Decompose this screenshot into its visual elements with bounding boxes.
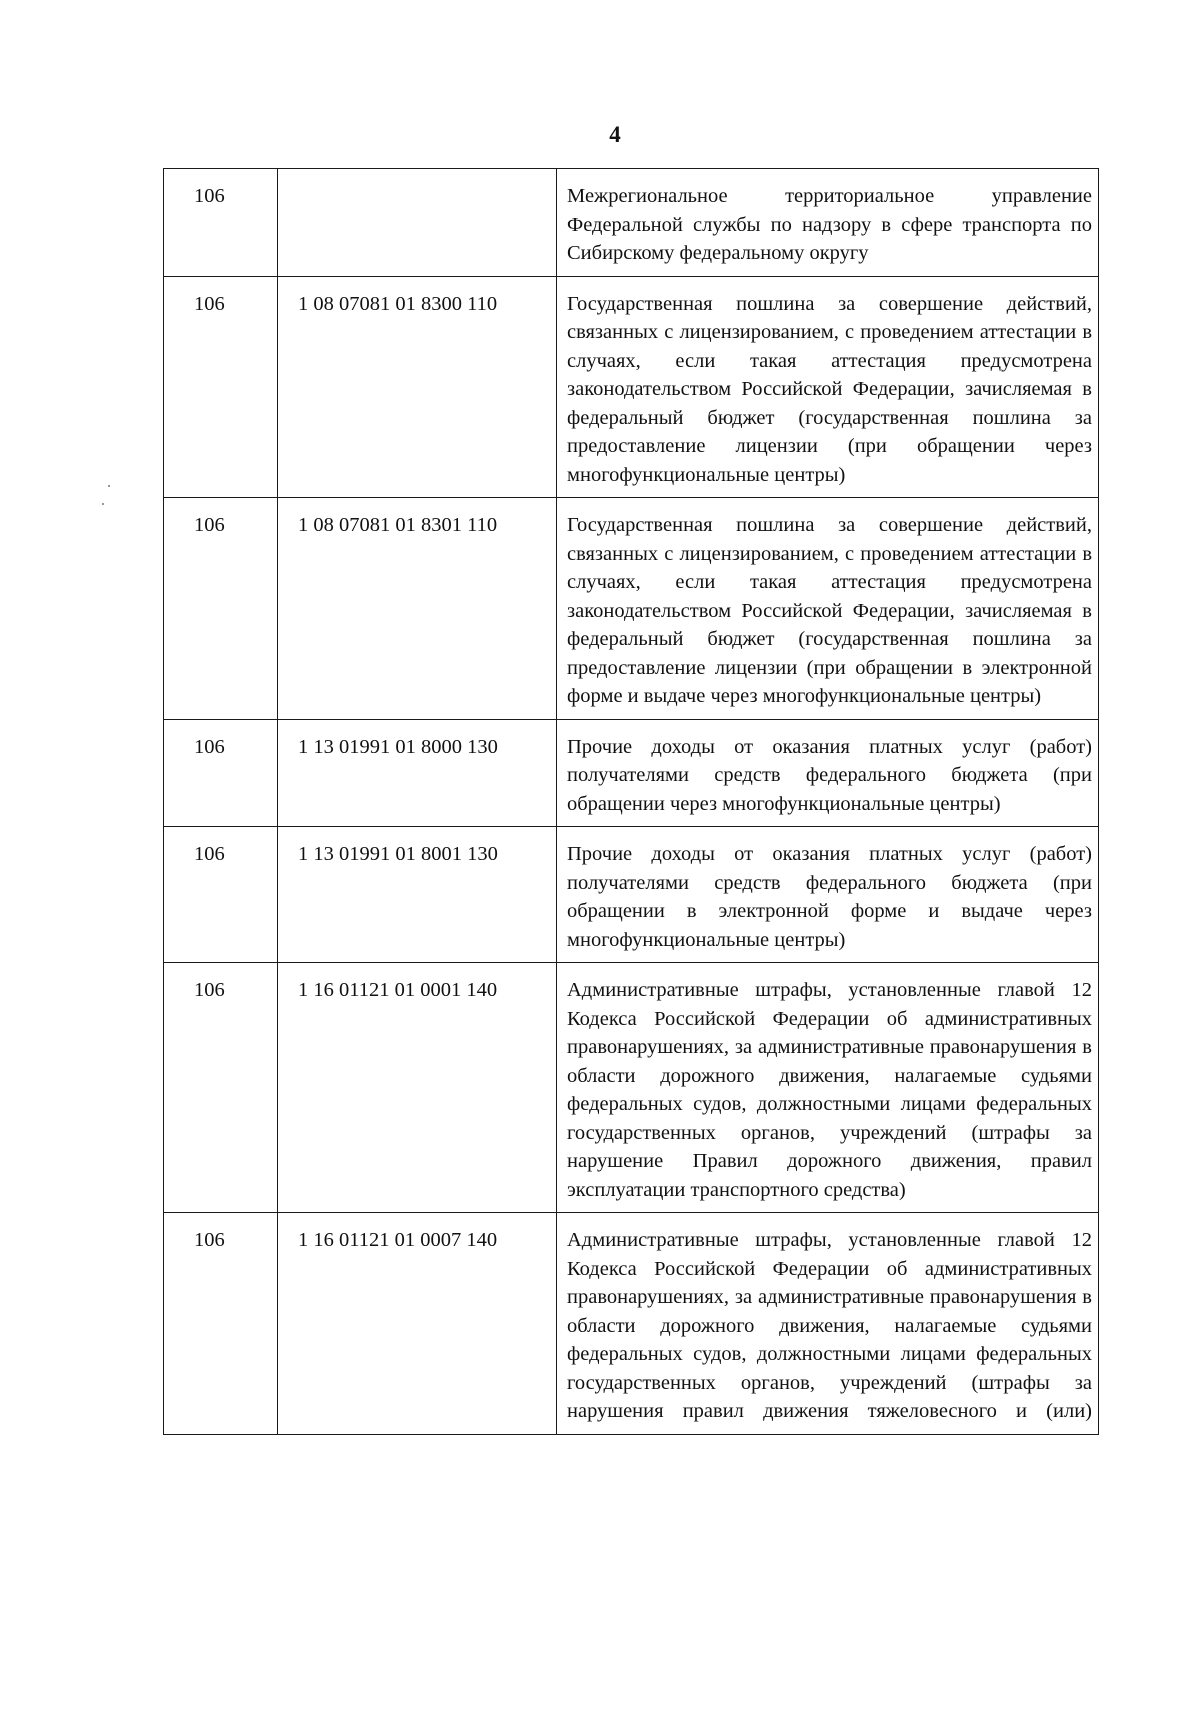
admin-code-cell: 106 <box>164 963 278 1213</box>
scan-speck <box>108 485 110 487</box>
table-row <box>164 719 1099 827</box>
table-row <box>164 169 1099 277</box>
admin-code-cell: 106 <box>164 498 278 720</box>
revenue-name-cell: Государственная пошлина за совершение действий, связанных с лицензированием, с проведением аттестации в случаях, если такая аттестация предусмотрена законодательством Российской Федерации, зачисляемая в федеральный бюджет (государственная пошлина за предоставление лицензии (при обращении в электронной форме и выдаче через многофункциональные центры) <box>557 498 1099 720</box>
table-row <box>164 963 1099 1213</box>
revenue-code-cell <box>278 169 557 277</box>
admin-code-cell: 106 <box>164 276 278 498</box>
revenue-code-cell: 1 16 01121 01 0001 140 <box>278 963 557 1213</box>
revenue-code-cell: 1 08 07081 01 8301 110 <box>278 498 557 720</box>
revenue-name-cell: Административные штрафы, установленные главой 12 Кодекса Российской Федерации об административных правонарушениях, за административные правонарушения в области дорожного движения, налагаемые судьями федеральных судов, должностными лицами федеральных государственных органов, учреждений (штрафы за нарушение Правил дорожного движения, правил эксплуатации транспортного средства) <box>557 963 1099 1213</box>
table-row <box>164 1213 1099 1435</box>
table-row <box>164 827 1099 963</box>
admin-code-cell: 106 <box>164 1213 278 1435</box>
admin-code-cell: 106 <box>164 719 278 827</box>
page-number: 4 <box>609 122 621 147</box>
revenue-code-cell: 1 13 01991 01 8001 130 <box>278 827 557 963</box>
table-row <box>164 498 1099 720</box>
scan-speck <box>102 503 104 505</box>
admin-code-cell: 106 <box>164 827 278 963</box>
revenue-name-cell: Прочие доходы от оказания платных услуг (работ) получателями средств федерального бюджета (при обращении в электронной форме и выдаче через многофункциональные центры) <box>557 827 1099 963</box>
table-row <box>164 276 1099 498</box>
revenue-code-cell: 1 08 07081 01 8300 110 <box>278 276 557 498</box>
revenue-codes-table <box>163 168 1099 1435</box>
revenue-code-cell: 1 13 01991 01 8000 130 <box>278 719 557 827</box>
revenue-code-cell: 1 16 01121 01 0007 140 <box>278 1213 557 1435</box>
revenue-name-cell: Государственная пошлина за совершение действий, связанных с лицензированием, с проведением аттестации в случаях, если такая аттестация предусмотрена законодательством Российской Федерации, зачисляемая в федеральный бюджет (государственная пошлина за предоставление лицензии (при обращении через многофункциональные центры) <box>557 276 1099 498</box>
revenue-name-cell: Межрегиональное территориальное управление Федеральной службы по надзору в сфере транспорта по Сибирскому федеральному округу <box>557 169 1099 277</box>
revenue-name-cell: Административные штрафы, установленные главой 12 Кодекса Российской Федерации об административных правонарушениях, за административные правонарушения в области дорожного движения, налагаемые судьями федеральных судов, должностными лицами федеральных государственных органов, учреждений (штрафы за нарушения правил движения тяжеловесного и (или) <box>557 1213 1099 1435</box>
revenue-name-cell: Прочие доходы от оказания платных услуг (работ) получателями средств федерального бюджета (при обращении через многофункциональные центры) <box>557 719 1099 827</box>
admin-code-cell: 106 <box>164 169 278 277</box>
